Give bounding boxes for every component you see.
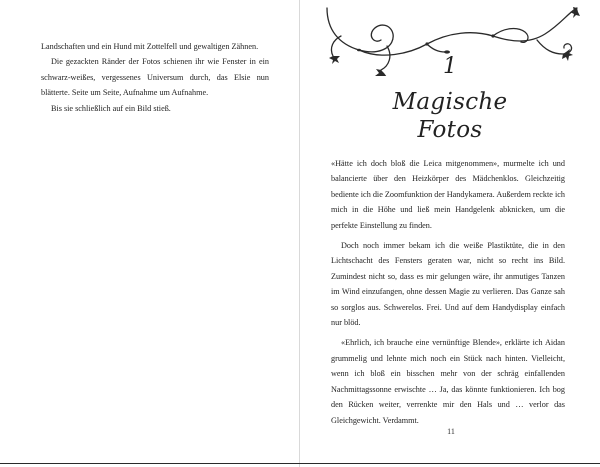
paragraph: «Ehrlich, ich brauche eine vernünftige Blende», erklärte ich Aidan grummelig und lehnte mich noch ein Stück nach hinten. Vielleicht, wenn ich bloß ein bisschen mehr von der schräg einfallenden Nachmittagssonne erwischte … Ja, das könnte funktionieren. Ich bog den Rücken weiter, verrenkte mir den Hals und … verlor das Gleichgewicht. Verdammt. bbox=[331, 338, 565, 425]
chapter-title: Magische Fotos bbox=[392, 89, 508, 143]
right-page bbox=[301, 0, 600, 467]
paragraph: Landschaften und ein Hund mit Zottelfell und gewaltigen Zähnen. bbox=[41, 42, 259, 51]
right-page-text bbox=[331, 156, 565, 428]
chapter-number: 1 bbox=[443, 54, 457, 79]
book-gutter bbox=[299, 0, 300, 467]
paragraph: Bis sie schließlich auf ein Bild stieß. bbox=[51, 103, 171, 113]
paragraph: Doch noch immer bekam ich die weiße Plastiktüte, die in den Lichtschacht des Fensters geraten war, nicht so recht ins Bild. Zumindest nicht so, dass es mir gelungen wäre, ihr anmutiges Tanzen im Wind einzufangen, ohne dessen Magie zu verlieren. Das Ganze sah so sorglos aus. Schwerelos. Frei. Und auf dem Handydisplay einfach nur blöd. bbox=[331, 241, 565, 328]
paragraph: Die gezackten Ränder der Fotos schienen ihr wie Fenster in ein schwarz-weißes, vergessenes Universum durch, das Elsie nun blätterte. Seite um Seite, Aufnahme um Aufnahme. bbox=[41, 57, 269, 98]
paragraph: «Hätte ich doch bloß die Leica mitgenommen», murmelte ich und balancierte über den Heizkörper des Mädchenklos. Gleichzeitig bediente ich die Zoomfunktion der Handykamera. Außerdem reckte ich mich in die Höhe und ließ mein Handgelenk abknicken, um die perfekte Einstellung zu finden. bbox=[331, 159, 565, 230]
page-number: 11 bbox=[447, 427, 455, 436]
bottom-edge-rule bbox=[0, 463, 600, 464]
left-page bbox=[0, 0, 299, 467]
left-page-text bbox=[41, 39, 269, 116]
